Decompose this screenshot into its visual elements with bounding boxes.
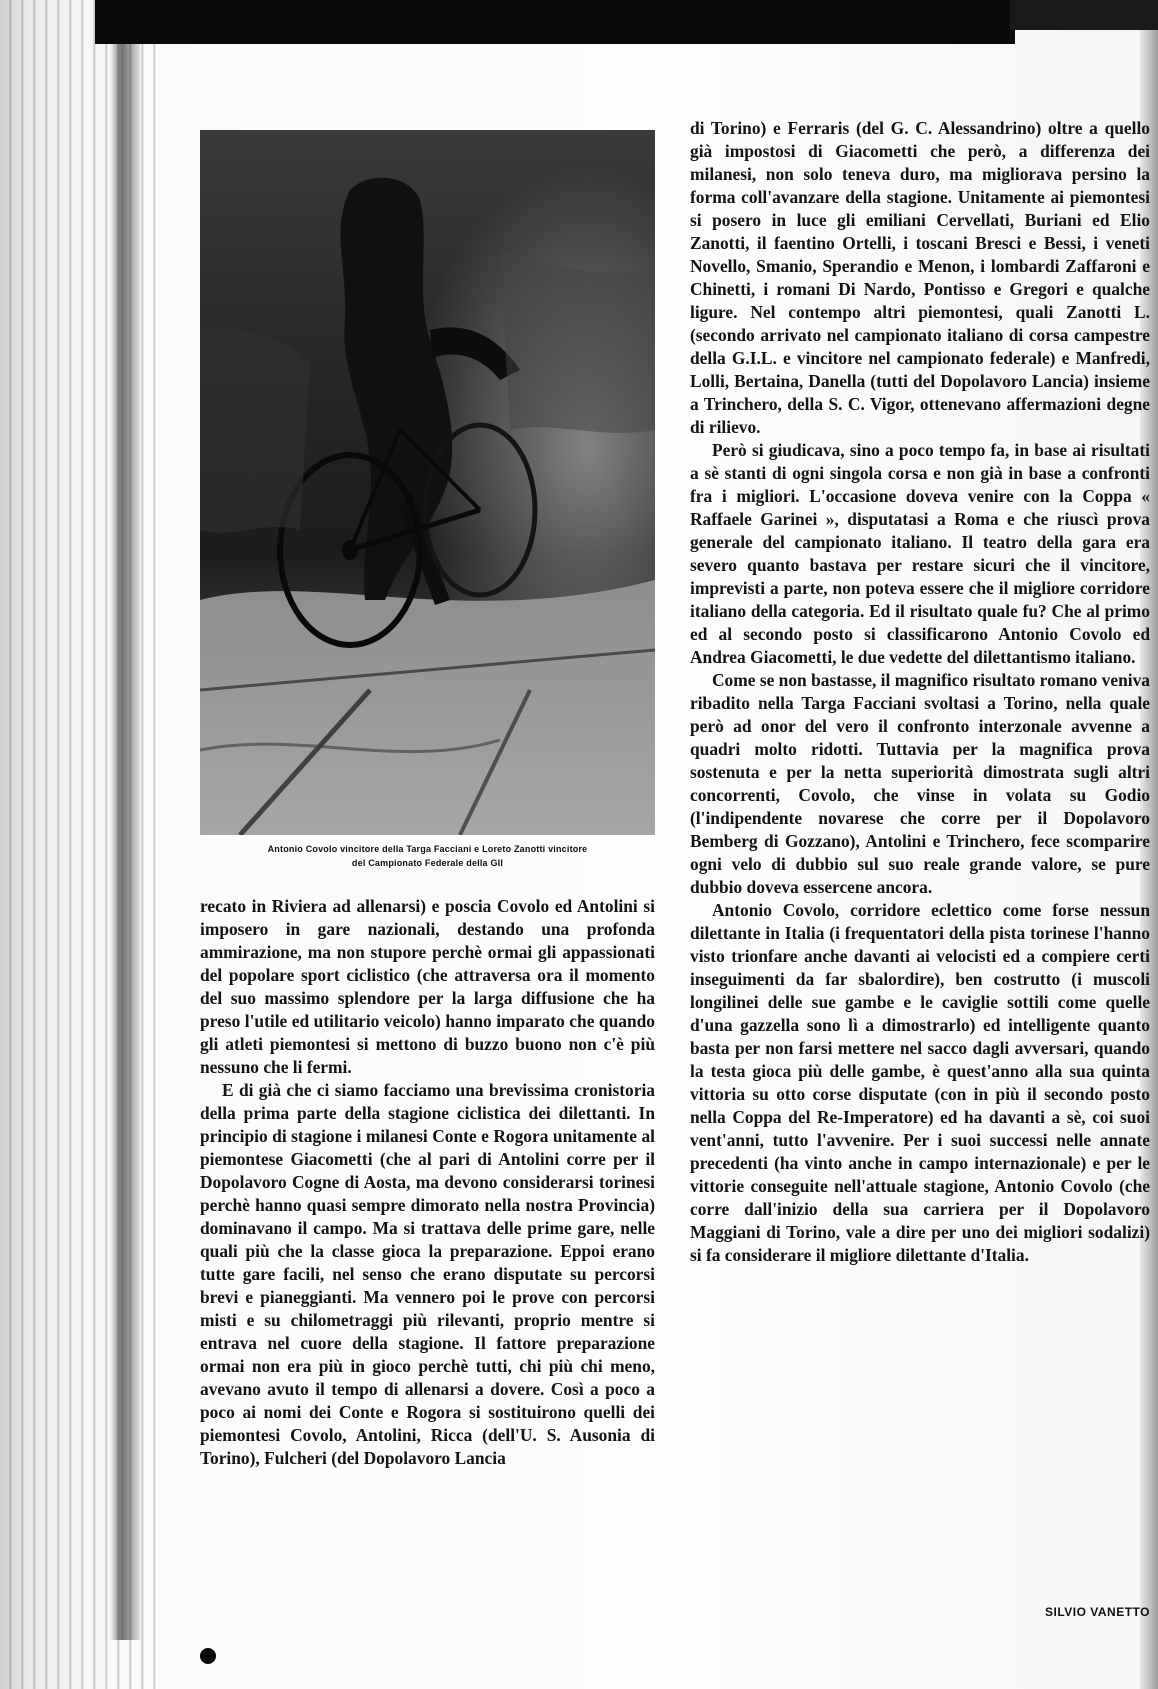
page-marker-dot: [200, 1648, 216, 1664]
top-black-bar: [95, 0, 1015, 44]
author-signature: SILVIO VANETTO: [1044, 1605, 1150, 1619]
top-edge-shadow: [1010, 0, 1158, 30]
cyclist-photo-icon: [200, 130, 655, 835]
right-paragraph-2: Però si giudicava, sino a poco tempo fa, in base ai risultati a sè stanti di ogni singola corsa e non già in base a confronti fra i migliori. L'occasione doveva venire con la Coppa « Raffaele Garinei », disputatasi a Roma e che riuscì prova generale del campionato italiano. Il teatro della gara era severo quanto bastava per restare sicuri che il vincitore, imprevisti a parte, non poteva essere che il migliore corridore italiano della categoria. Ed il risultato quale fu? Che al primo ed al secondo posto si classificarono Antonio Covolo ed Andrea Giacometti, le due vedette del dilettantismo italiano.: [690, 440, 1150, 667]
photo-caption: [200, 842, 655, 870]
caption-line-1: Antonio Covolo vincitore della Targa Facciani e Loreto Zanotti vincitore: [267, 844, 588, 854]
right-paragraph-3: Come se non bastasse, il magnifico risultato romano veniva ribadito nella Targa Facciani svoltasi a Torino, nella quale però ad onor del vero il confronto interzonale avvenne a quadri molto ridotti. Tuttavia per la magnifica prova sostenuta e per la netta superiorità dimostrata sugli altri concorrenti, Covolo, che vinse in volata su Godio (l'indipendente novarese che corre per il Dopolavoro Bemberg di Gozzano), Antolini e Trinchero, fece scomparire ogni velo di dubbio sul suo reale grande valore, se pure dubbio doveva essercene ancora.: [690, 670, 1150, 897]
caption-line-2: del Campionato Federale della GIl: [351, 858, 504, 868]
cyclist-photo: [200, 130, 655, 835]
left-column: [200, 895, 655, 1470]
right-paragraph-4: Antonio Covolo, corridore eclettico come forse nessun dilettante in Italia (i frequentatori della pista torinese l'hanno visto trionfare anche davanti ai velocisti ed a compiere certi inseguimenti da far sbalordire), ben costrutto (i muscoli longilinei delle sue gambe e le caviglie sottili come quelle d'una gazzella sono lì a dimostrarlo) ed intelligente quanto basta per non farsi mettere nel sacco dagli avversari, quando la testa gioca più delle gambe, è quest'anno alla sua quinta vittoria su otto corse disputate (con in più il secondo posto nella Coppa del Re-Imperatore) ed ha davanti a sè, coi suoi vent'anni, tutto l'avvenire. Per i suoi successi nelle annate precedenti (ha vinto anche in campo internazionale) e per le vittorie conseguite nell'attuale stagione, Antonio Covolo (che corre dall'inizio della sua carriera per il Dopolavoro Maggiani di Torino, vale a dire per uno dei migliori sodalizi) si fa considerare il migliore dilettante d'Italia.: [690, 900, 1150, 1265]
binding-shadow: [110, 40, 140, 1640]
right-column: [690, 117, 1150, 1267]
left-paragraph-1: recato in Riviera ad allenarsi) e poscia Covolo ed Antolini si imposero in gare nazionali, destando una profonda ammirazione, ma non stupore perchè ormai gli appassionati del popolare sport ciclistico (che attraversa ora il momento del suo massimo splendore per la larga diffusione che ha preso l'utile ed utilitario veicolo) hanno imparato che quando gli atleti piemontesi si mettono di buzzo buono non c'è più nessuno che li fermi.: [200, 896, 655, 1077]
left-paragraph-2: E di già che ci siamo facciamo una brevissima cronistoria della prima parte della stagione ciclistica dei dilettanti. In principio di stagione i milanesi Conte e Rogora unitamente al piemontese Giacometti (che al pari di Antolini corre per il Dopolavoro Cogne di Aosta, ma devono considerarsi torinesi perchè hanno quasi sempre dimorato nella nostra Provincia) dominavano il campo. Ma si trattava delle prime gare, nelle quali più che la classe gioca la preparazione. Eppoi erano tutte gare facili, nel senso che erano disputate su percorsi brevi e pianeggianti. Ma vennero poi le prove con percorsi misti e su chilometraggi più rilevanti, proprio mentre si entrava nel cuore della stagione. Il fattore preparazione ormai non era più in gioco perchè tutti, chi più chi meno, avevano avuto il tempo di allenarsi a dovere. Così a poco a poco ai nomi dei Conte e Rogora si sostituirono quelli dei piemontesi Covolo, Antolini, Ricca (dell'U. S. Ausonia di Torino), Fulcheri (del Dopolavoro Lancia: [200, 1080, 655, 1468]
right-paragraph-1: di Torino) e Ferraris (del G. C. Alessandrino) oltre a quello già impostosi di Giacometti che però, a differenza dei milanesi, non solo teneva duro, ma migliorava persino la forma coll'avanzare della stagione. Unitamente ai piemontesi si posero in luce gli emiliani Cervellati, Buriani ed Elio Zanotti, il faentino Ortelli, i toscani Bresci e Bessi, i veneti Novello, Smanio, Sperandio e Menon, i lombardi Zaffaroni e Chinetti, i romani Di Nardo, Pontisso e Gregori e qualche ligure. Nel contempo altri piemontesi, quali Zanotti L. (secondo arrivato nel campionato italiano di corsa campestre della G.I.L. e vincitore nel campionato federale) e Manfredi, Lolli, Bertaina, Danella (tutti del Dopolavoro Lancia) insieme a Trinchero, della S. C. Vigor, ottenevano affermazioni degne di rilievo.: [690, 118, 1150, 437]
